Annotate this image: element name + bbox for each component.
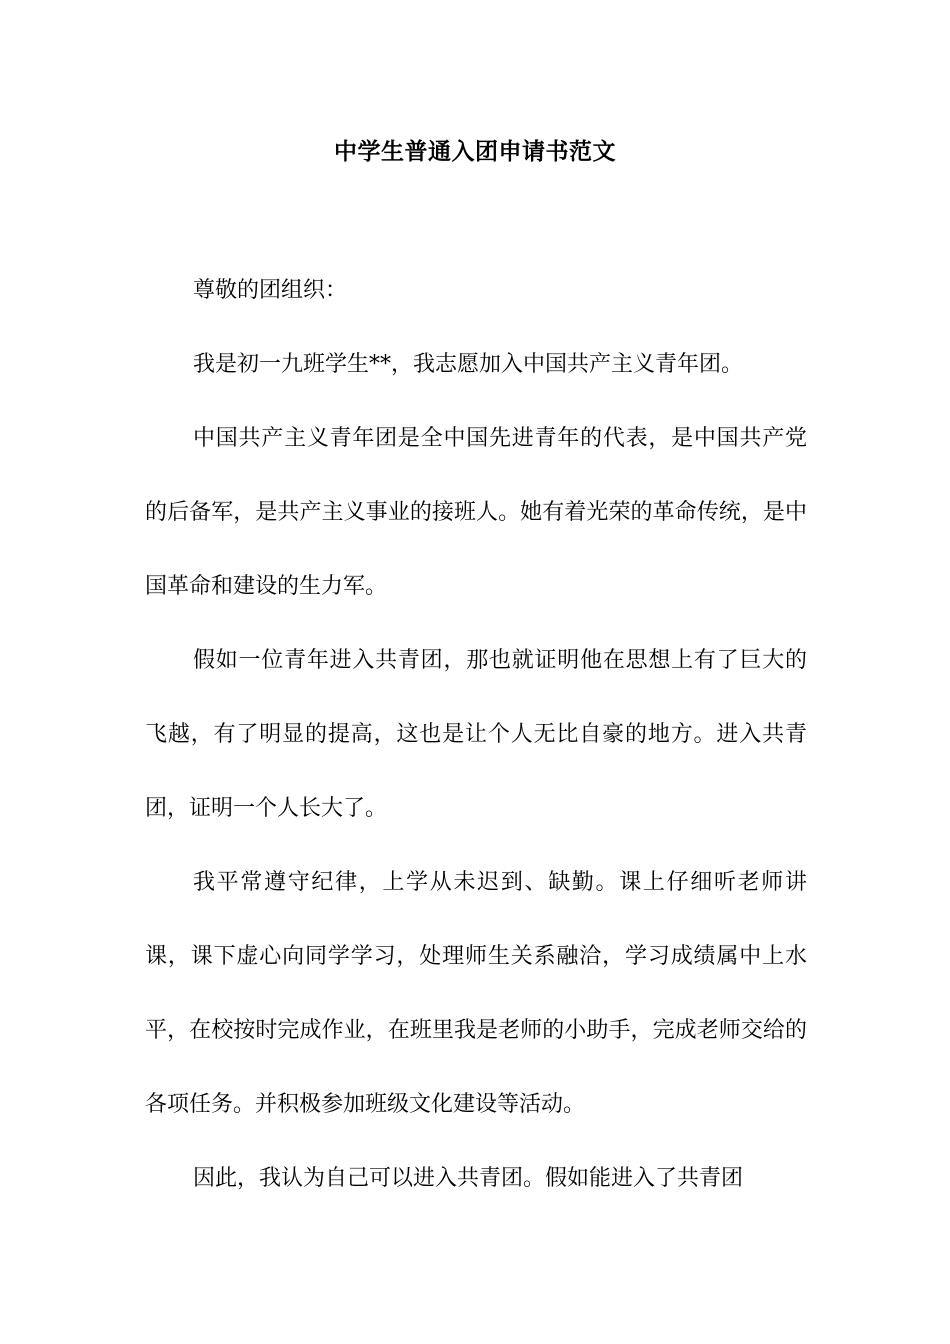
document-title: 中学生普通入团申请书范文	[334, 138, 616, 165]
salutation: 尊敬的团组织：	[193, 278, 348, 303]
paragraph-league-description: 中国共产主义青年团是全中国先进青年的代表，是中国共产党的后备军，是共产主义事业的接班人。她有着光荣的革命传统，是中国革命和建设的生力军。	[145, 426, 807, 599]
paragraph-conclusion: 因此，我认为自己可以进入共青团。假如能进入了共青团	[193, 1166, 744, 1191]
document-body	[145, 254, 807, 1216]
paragraph-intro: 我是初一九班学生**，我志愿加入中国共产主义青年团。	[193, 352, 744, 377]
paragraph-self-performance: 我平常遵守纪律，上学从未迟到、缺勤。课上仔细听老师讲课，课下虚心向同学学习，处理师生关系融洽，学习成绩属中上水平，在校按时完成作业，在班里我是老师的小助手，完成老师交给的各项任务。并积极参加班级文化建设等活动。	[145, 870, 807, 1117]
paragraph-joining-meaning: 假如一位青年进入共青团，那也就证明他在思想上有了巨大的飞越，有了明显的提高，这也是让个人无比自豪的地方。进入共青团，证明一个人长大了。	[145, 648, 807, 821]
